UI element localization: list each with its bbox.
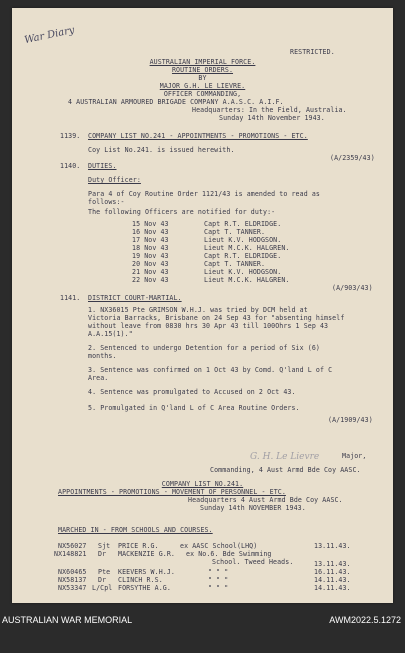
section-title: COMPANY LIST NO.241 - APPOINTMENTS - PROMOTIONS - ETC.: [88, 132, 308, 140]
court-martial-para-1: 1. NX36015 Pte GRIMSON W.H.J. was tried by DCM held at: [88, 306, 308, 314]
roster-date: 22 Nov 43: [132, 276, 169, 284]
roster-officer: Lieut M.C.K. HALGREN.: [204, 276, 290, 284]
person-name: CLINCH R.S.: [118, 576, 163, 584]
court-martial-para-1: A.A.15(1).": [88, 330, 133, 338]
roster-officer: Capt T. TANNER.: [204, 228, 266, 236]
roster-date: 15 Nov 43: [132, 220, 169, 228]
archive-footer: [0, 613, 405, 631]
court-martial-para-5: 5. Promulgated in Q'land L of C Area Routine Orders.: [88, 404, 300, 412]
section-number: 1139.: [60, 132, 81, 140]
header-line-2: ROUTINE ORDERS.: [171, 66, 234, 74]
detail: " " ": [208, 584, 229, 592]
roster-officer: Lieut K.V. HODGSON.: [204, 268, 282, 276]
roster-date: 20 Nov 43: [132, 260, 169, 268]
service-number: NX60465: [58, 568, 87, 576]
court-martial-para-1: without leave from 0830 hrs 30 Apr 43 till 100Ohrs 1 Sep 43: [88, 322, 329, 330]
rank: Dr: [98, 576, 107, 584]
detail: " " ": [208, 568, 229, 576]
rank: Pte: [98, 568, 111, 576]
signature-title: Commanding, 4 Aust Armd Bde Coy AASC.: [210, 466, 361, 474]
person-name: PRICE R.G.: [118, 542, 159, 550]
row-date: 13.11.43.: [314, 560, 351, 568]
roster-date: 18 Nov 43: [132, 244, 169, 252]
row-date: 14.11.43.: [314, 576, 351, 584]
roster-officer: Lieut M.C.K. HALGREN.: [204, 244, 290, 252]
row-date: 14.11.43.: [314, 584, 351, 592]
company-list-hq: Headquarters 4 Aust Armd Bde Coy AASC.: [188, 496, 343, 504]
court-martial-para-1: Victoria Barracks, Brisbane on 24 Sep 43 for "absenting himself: [88, 314, 345, 322]
section-body-line: Para 4 of Coy Routine Order 1121/43 is amended to read as: [88, 190, 320, 198]
header-line-6: 4 AUSTRALIAN ARMOURED BRIGADE COMPANY A.A.S.C. A.I.F.: [68, 98, 284, 106]
roster-date: 19 Nov 43: [132, 252, 169, 260]
archive-reference: AWM2022.5.1272: [329, 615, 401, 625]
detail: " " ": [208, 576, 229, 584]
court-martial-para-2: months.: [88, 352, 117, 360]
header-date: Sunday 14th November 1943.: [219, 114, 325, 122]
section-number: 1141.: [60, 294, 81, 302]
service-number: NX53347: [58, 584, 87, 592]
section-number: 1140.: [60, 162, 81, 170]
roster-officer: Capt R.T. ELDRIDGE.: [204, 252, 282, 260]
service-number: NX148821: [54, 550, 87, 558]
rank: L/Cpl: [92, 584, 113, 592]
court-martial-para-4: 4. Sentence was promulgated to Accused on 2 Oct 43.: [88, 388, 296, 396]
section-body-line: follows:-: [88, 198, 125, 206]
archive-name: AUSTRALIAN WAR MEMORIAL: [2, 615, 133, 625]
section-body: Coy List No.241. is issued herewith.: [88, 146, 235, 154]
section-body-line: The following Officers are notified for duty:-: [88, 208, 276, 216]
person-name: FORSYTHE A.G.: [118, 584, 171, 592]
person-name: MACKENZIE G.R.: [118, 550, 175, 558]
detail: ex No.6. Bde Swimming: [186, 550, 272, 558]
section-title: DUTIES.: [88, 162, 117, 170]
file-reference: (A/2359/43): [330, 154, 375, 162]
service-number: NX56027: [58, 542, 87, 550]
file-reference: (A/903/43): [332, 284, 373, 292]
restricted-marking: RESTRICTED.: [290, 48, 335, 56]
roster-officer: Capt R.T. ELDRIDGE.: [204, 220, 282, 228]
detail: School. Tweed Heads.: [212, 558, 294, 566]
court-martial-para-3: 3. Sentence was confirmed on 1 Oct 43 by Comd. Q'land L of C: [88, 366, 333, 374]
roster-date: 16 Nov 43: [132, 228, 169, 236]
roster-date: 17 Nov 43: [132, 236, 169, 244]
header-line-3: BY: [198, 74, 207, 82]
header-line-5: OFFICER COMMANDING,: [163, 90, 242, 98]
handwritten-note: War Diary: [23, 24, 76, 47]
company-list-title: COMPANY LIST NO.241.: [161, 480, 244, 488]
person-name: KEEVERS W.H.J.: [118, 568, 175, 576]
file-reference: (A/1909/43): [328, 416, 373, 424]
header-line-4: MAJOR G.H. LE LIEVRE.: [159, 82, 246, 90]
document-page: [12, 8, 393, 603]
row-date: 16.11.43.: [314, 568, 351, 576]
court-martial-para-2: 2. Sentenced to undergo Detention for a period of Six (6): [88, 344, 320, 352]
company-list-subtitle: APPOINTMENTS - PROMOTIONS - MOVEMENT OF PERSONNEL - ETC.: [58, 488, 286, 496]
court-martial-para-3: Area.: [88, 374, 109, 382]
roster-officer: Capt T. TANNER.: [204, 260, 266, 268]
signature-rank: Major,: [342, 452, 367, 460]
detail: ex AASC School(LHQ): [180, 542, 258, 550]
row-date: 13.11.43.: [314, 542, 351, 550]
handwritten-signature: G. H. Le Lievre: [250, 452, 320, 462]
service-number: NX58137: [58, 576, 87, 584]
roster-date: 21 Nov 43: [132, 268, 169, 276]
section-subtitle: Duty Officer:: [88, 176, 141, 184]
roster-officer: Lieut K.V. HODGSON.: [204, 236, 282, 244]
company-list-date: Sunday 14th NOVEMBER 1943.: [200, 504, 306, 512]
header-line-1: AUSTRALIAN IMPERIAL FORCE.: [149, 58, 256, 66]
marched-in-heading: MARCHED IN - FROM SCHOOLS AND COURSES.: [58, 526, 213, 534]
rank: Dr: [98, 550, 107, 558]
section-title: DISTRICT COURT-MARTIAL.: [88, 294, 182, 302]
header-hq: Headquarters: In the Field, Australia.: [192, 106, 347, 114]
rank: Sjt: [98, 542, 111, 550]
